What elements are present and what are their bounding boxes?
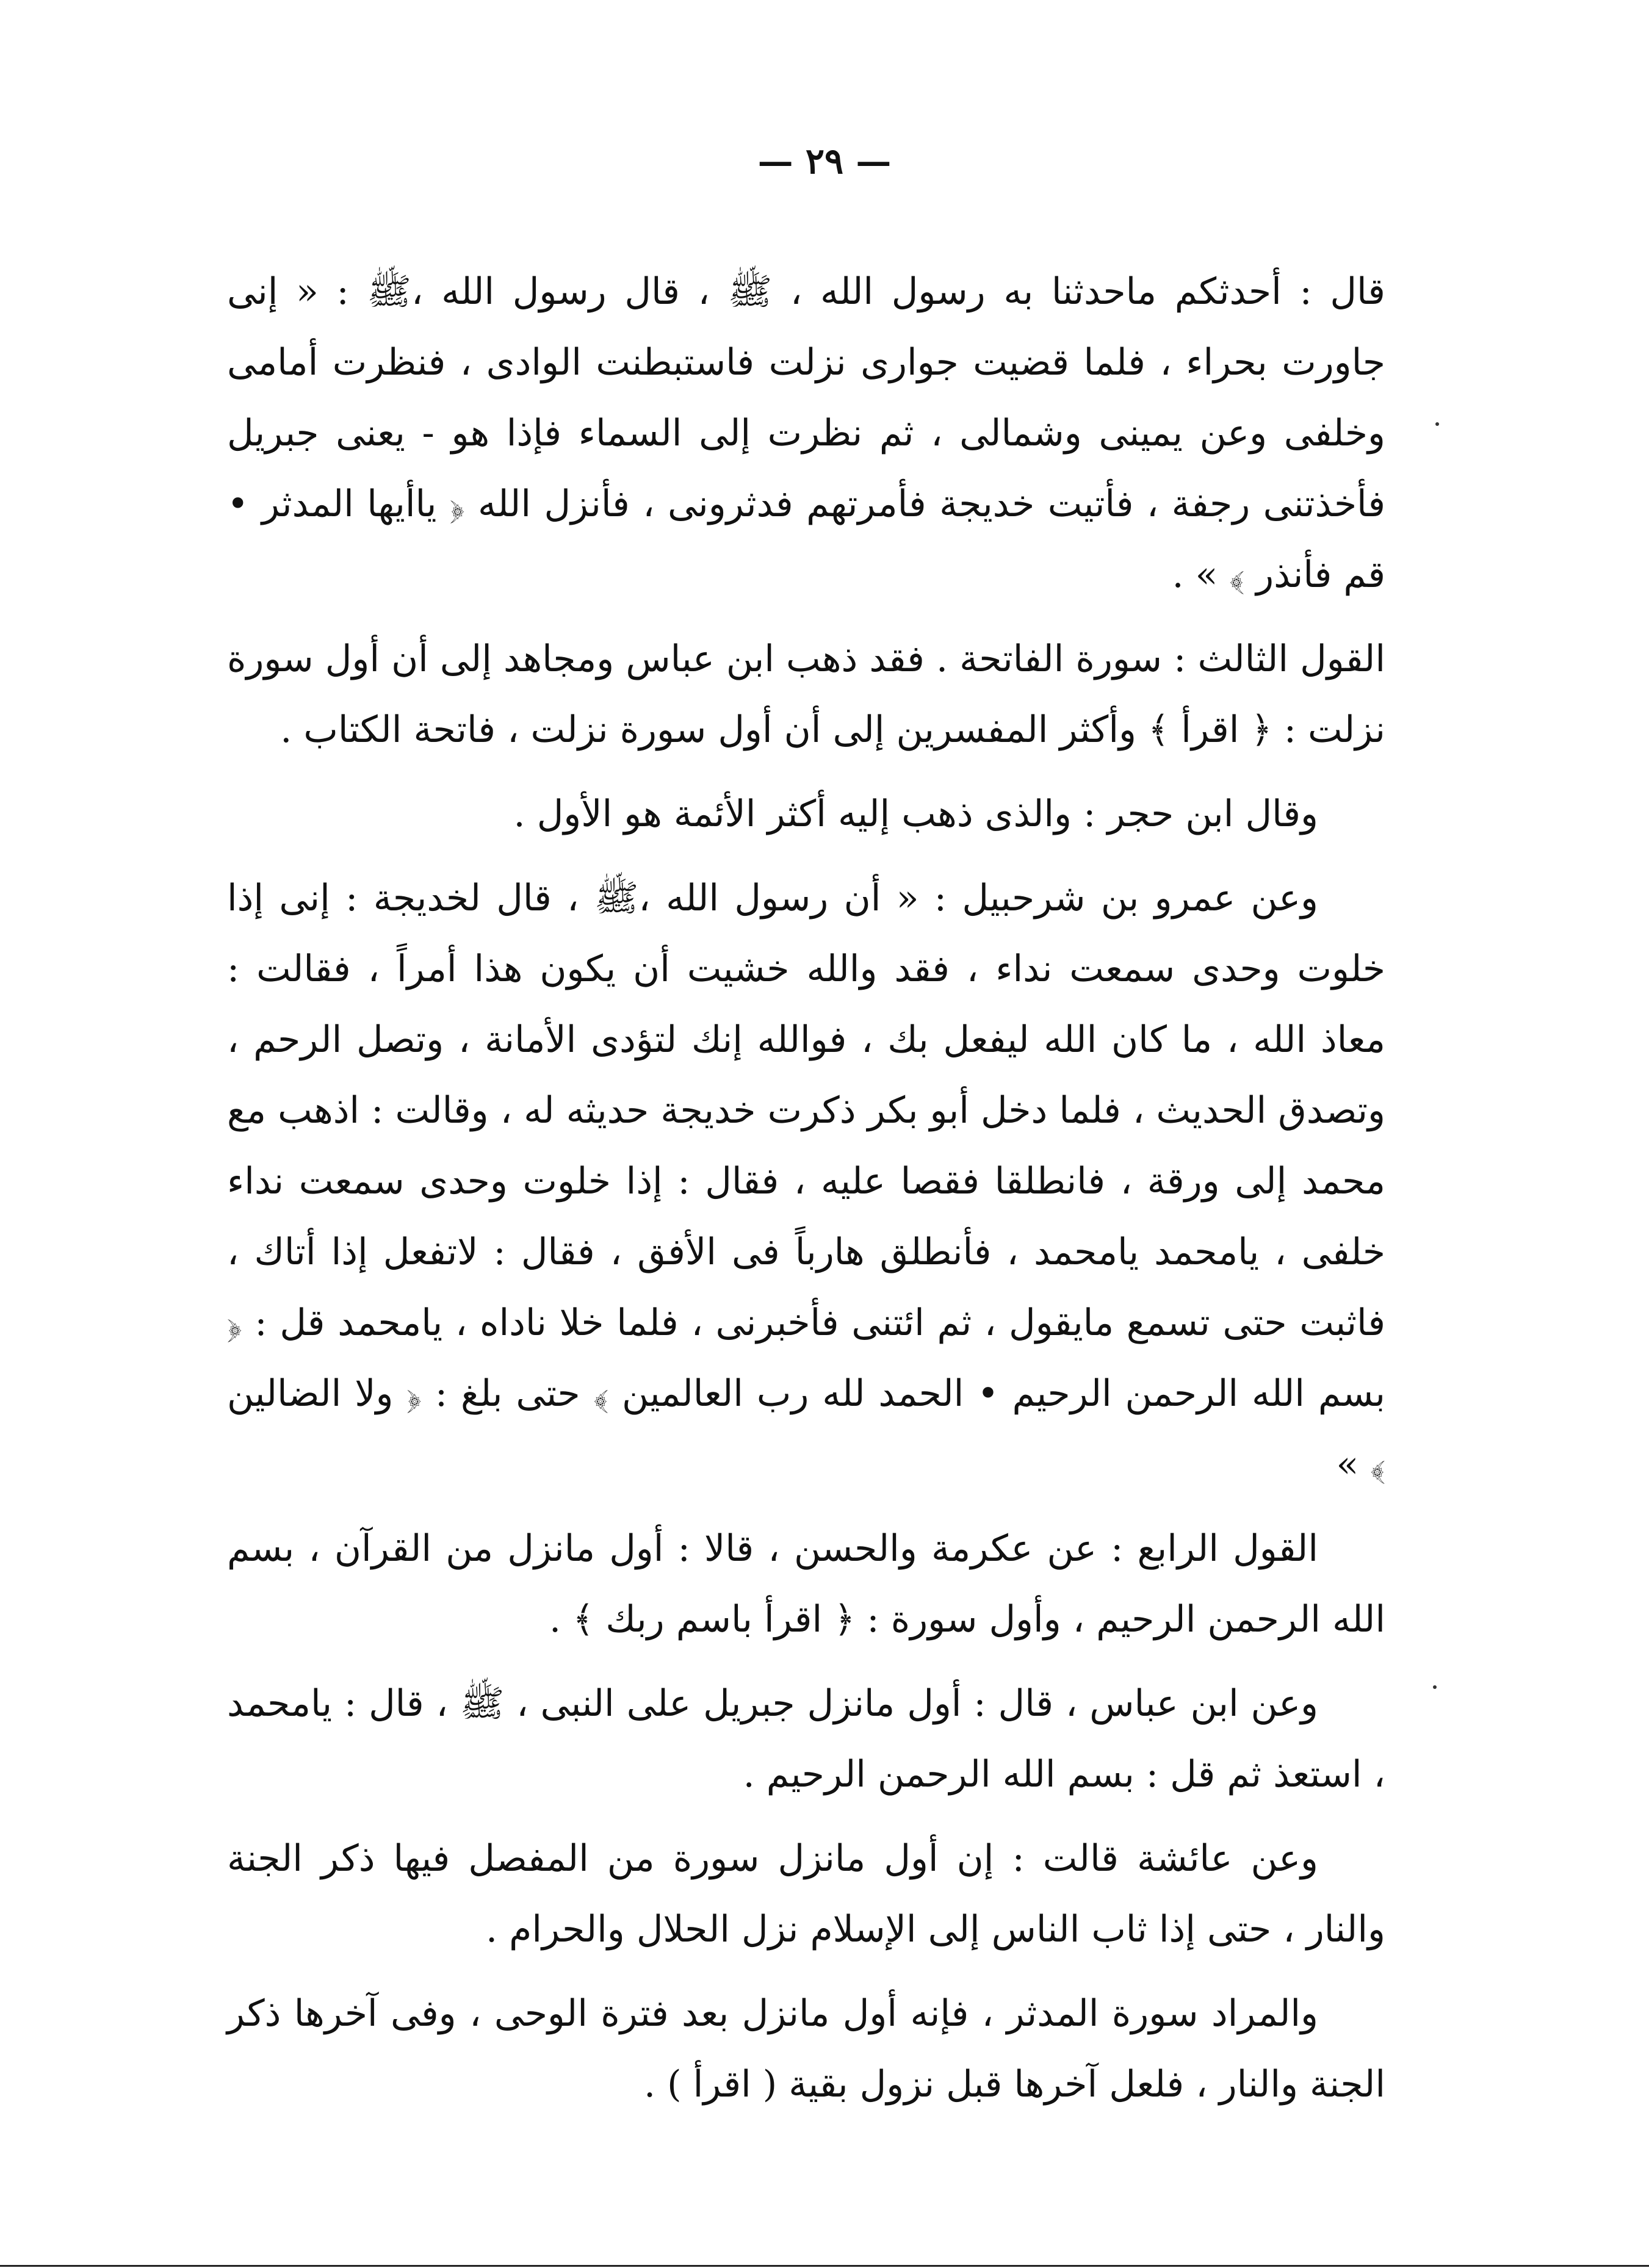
- paragraph-aisha: وعن عائشة قالت : إن أول مانزل سورة من المفصل فيها ذكر الجنة والنار ، حتى إذا ثاب الناس إلى الإسلام نزل الحلال والحرام .: [227, 1837, 1385, 1951]
- scan-speck: [1433, 1685, 1437, 1689]
- paragraph-ibn-abbas: وعن ابن عباس ، قال : أول مانزل جبريل على النبى ، ﷺ ، قال : يامحمد ، استعذ ثم قل : بسم الله الرحمن الرحيم .: [227, 1682, 1385, 1796]
- body-text: [227, 256, 1385, 2133]
- paragraph-muddaththir: والمراد سورة المدثر ، فإنه أول مانزل بعد فترة الوحى ، وفى آخرها ذكر الجنة والنار ، فلعل آخرها قبل نزول بقية ( اقرأ ) .: [227, 1992, 1385, 2106]
- paragraph-ibn-hajar: وقال ابن حجر : والذى ذهب إليه أكثر الأئمة هو الأول .: [513, 793, 1318, 835]
- scan-edge-line: [0, 2265, 1649, 2267]
- page-number: — ٢٩ —: [757, 140, 892, 182]
- paragraph-fourth-opinion: القول الرابع : عن عكرمة والحسن ، قالا : أول مانزل من القرآن ، بسم الله الرحمن الرحيم ، وأول سورة : ﴿ اقرأ باسم ربك ﴾ .: [227, 1527, 1385, 1641]
- paragraph-third-opinion: القول الثالث : سورة الفاتحة . فقد ذهب ابن عباس ومجاهد إلى أن أول سورة نزلت : ﴿ اقرأ ﴾ وأكثر المفسرين إلى أن أول سورة نزلت ، فاتحة الكتاب .: [227, 638, 1385, 751]
- scan-speck: [1435, 422, 1439, 426]
- paragraph-amr-ibn-shurahbil: وعن عمرو بن شرحبيل : « أن رسول الله ،ﷺ ، قال لخديجة : إنى إذا خلوت وحدى سمعت نداء ، فقد والله خشيت أن يكون هذا أمراً ، فقالت : معاذ الله ، ما كان الله ليفعل بك ، فوالله إنك لتؤدى الأمانة ، وتصل الرحم ، وتصدق الحديث ، فلما دخل أبو بكر ذكرت خديجة حديثه له ، وقالت : اذهب مع محمد إلى ورقة ، فانطلقا فقصا عليه ، فقال : إذا خلوت وحدى سمعت نداء خلفى ، يامحمد يامحمد ، فأنطلق هارباً فى الأفق ، فقال : لاتفعل إذا أتاك ، فاثبت حتى تسمع مايقول ، ثم ائتنى فأخبرنى ، فلما خلا ناداه ، يامحمد قل : ﴿ بسم الله الرحمن الرحيم • الحمد لله رب العالمين ﴾ حتى بلغ : ﴿ ولا الضالين ﴾ »: [227, 877, 1385, 1486]
- paragraph-hadith-jiwar: قال : أحدثكم ماحدثنا به رسول الله ، ﷺ ، قال رسول الله ،ﷺ : « إنى جاورت بحراء ، فلما قضيت جوارى نزلت فاستبطنت الوادى ، فنظرت أمامى وخلفى وعن يمينى وشمالى ، ثم نظرت إلى السماء فإذا هو - يعنى جبريل فأخذتنى رجفة ، فأتيت خديجة فأمرتهم فدثرونى ، فأنزل الله ﴿ ياأيها المدثر • قم فأنذر ﴾ » .: [227, 270, 1385, 596]
